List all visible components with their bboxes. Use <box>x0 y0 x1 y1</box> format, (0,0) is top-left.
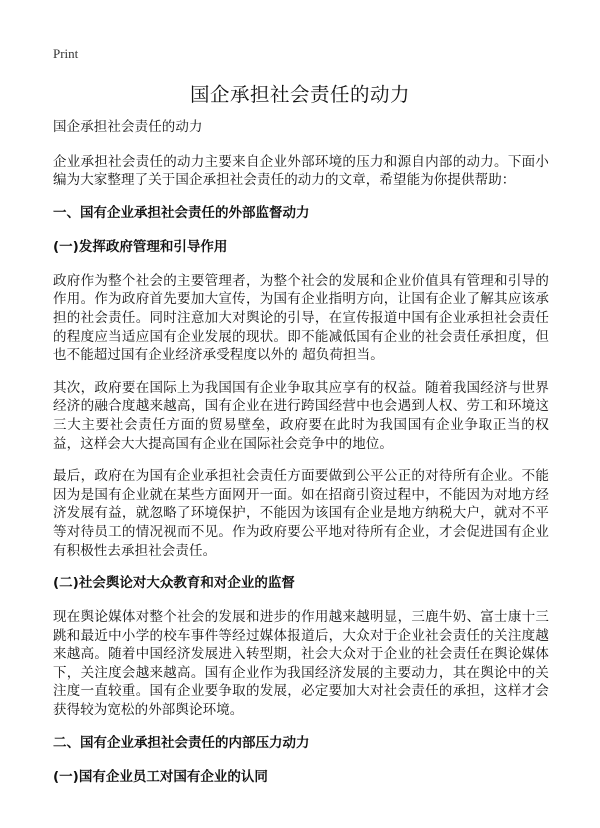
subsection-heading-1-1: (一)发挥政府管理和引导作用 <box>53 238 228 255</box>
paragraph-4: 现在舆论媒体对整个社会的发展和进步的作用越来越明显，三鹿牛奶、富士康十三跳和最近中小学的校车事件等经过媒体报道后，大众对于企业社会责任的关注度越来越高。随着中国经济发展进入转型期，社会大众对于企业的社会责任在舆论媒体下，关注度会越来越高。国有企业作为我国经济发展的主要动力，其在舆论中的关注度一直较重。国有企业要争取的发展，必定要加大对社会责任的承担，这样才会获得较为宽松的外部舆论环境。 <box>53 609 549 719</box>
subsection-heading-1-2: (二)社会舆论对大众教育和对企业的监督 <box>53 575 295 592</box>
intro-paragraph: 企业承担社会责任的动力主要来自企业外部环境的压力和源自内部的动力。下面小编为大家整理了关于国企承担社会责任的动力的文章，希望能为你提供帮助： <box>53 153 549 189</box>
article-subtitle: 国企承担社会责任的动力 <box>53 119 203 135</box>
paragraph-1: 政府作为整个社会的主要管理者，为整个社会的发展和企业价值具有管理和引导的作用。作为政府首先要加大宣传，为国有企业指明方向，让国有企业了解其应该承担的社会责任。同时注意加大对舆论的引导，在宣传报道中国有企业承担社会责任的程度应当适应国有企业发展的现状。即不能减低国有企业的社会责任承担度，但也不能超过国有企业经济承受程度以外的 超负荷担当。 <box>53 272 549 364</box>
paragraph-2: 其次，政府要在国际上为我国国有企业争取其应享有的权益。随着我国经济与世界经济的融合度越来越高，国有企业在进行跨国经营中也会遇到人权、劳工和环境这三大主要社会责任方面的贸易壁垒，政府要在此时为我国国有企业争取正当的权益，这样会大大提高国有企业在国际社会竞争中的地位。 <box>53 379 549 452</box>
section-heading-2: 二、国有企业承担社会责任的内部压力动力 <box>53 734 310 751</box>
section-heading-1: 一、国有企业承担社会责任的外部监督动力 <box>53 204 310 221</box>
article-body <box>53 118 549 786</box>
subsection-heading-2-1: (一)国有企业员工对国有企业的认同 <box>53 768 268 785</box>
paragraph-3: 最后，政府在为国有企业承担社会责任方面要做到公平公正的对待所有企业。不能因为是国有企业就在某些方面网开一面。如在招商引资过程中，不能因为对地方经济发展有益，就忽略了环境保护，不能因为该国有企业是地方纳税大户，就对不平等对待员工的情况视而不见。作为政府要公平地对待所有企业，才会促进国有企业有积极性去承担社会责任。 <box>53 468 549 559</box>
print-label: Print <box>53 46 79 61</box>
page-title: 国企承担社会责任的动力 <box>189 83 410 106</box>
